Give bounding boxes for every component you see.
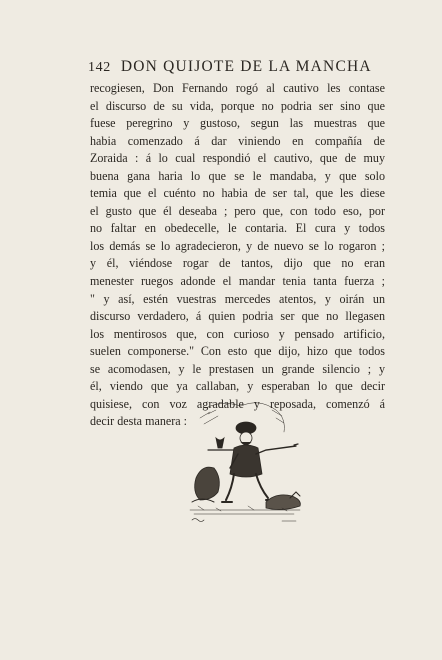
body-text — [90, 80, 385, 431]
engraving-illustration — [186, 398, 308, 526]
text-line: Zoraida : á lo cual respondió el cautivo, que de muy — [90, 151, 385, 166]
page-header — [88, 58, 388, 76]
storyteller-engraving — [186, 398, 308, 526]
text-line: decir desta manera : — [90, 414, 188, 429]
text-line: no faltar en obedecelle, le contaria. El cura y todos — [90, 221, 385, 236]
text-line: recogiesen, Don Fernando rogó al cautivo les contase — [90, 81, 385, 95]
text-line: el gusto que él deseaba ; pero que, con todo eso, por — [90, 203, 385, 218]
text-line: discurso verdadero, á quien podria ser que no llegasen — [90, 309, 385, 324]
text-line: fuese peregrino y gustoso, segun las muestras que — [90, 116, 385, 131]
page-number: 142 — [88, 60, 111, 75]
text-line: buena gana haria lo que se le mandaba, y que solo — [90, 168, 385, 183]
text-line: los demás se lo agradecieron, y de nuevo se lo rogaron ; — [90, 238, 385, 253]
text-line: se acomodasen, y le prestasen un grande silencio ; y — [90, 361, 385, 376]
text-line: menester ruegos adonde el mandar tenia tanta fuerza ; — [90, 274, 385, 289]
text-line: " y así, estén vuestras mercedes atentos, y oirán un — [90, 291, 385, 306]
text-line: habia comenzado á dar viniendo en compañía de — [90, 133, 385, 148]
text-line: y él, viéndose rogar de tantos, dijo que no eran — [90, 256, 385, 271]
text-line: suelen componerse." Con esto que dijo, hizo que todos — [90, 344, 385, 359]
text-line: temia que el cuénto no habia de ser tal, que les diese — [90, 186, 385, 201]
text-line: el discurso de su vida, porque no podria ser sino que — [90, 98, 385, 113]
text-line: los mentirosos que, con curioso y pensado artificio, — [90, 326, 385, 341]
text-line: él, viendo que ya callaban, y esperaban lo que decir — [90, 379, 385, 394]
running-title: DON QUIJOTE DE LA MANCHA — [120, 58, 372, 75]
text-line: quisiese, con voz agradable y reposada, comenzó á — [90, 396, 385, 411]
